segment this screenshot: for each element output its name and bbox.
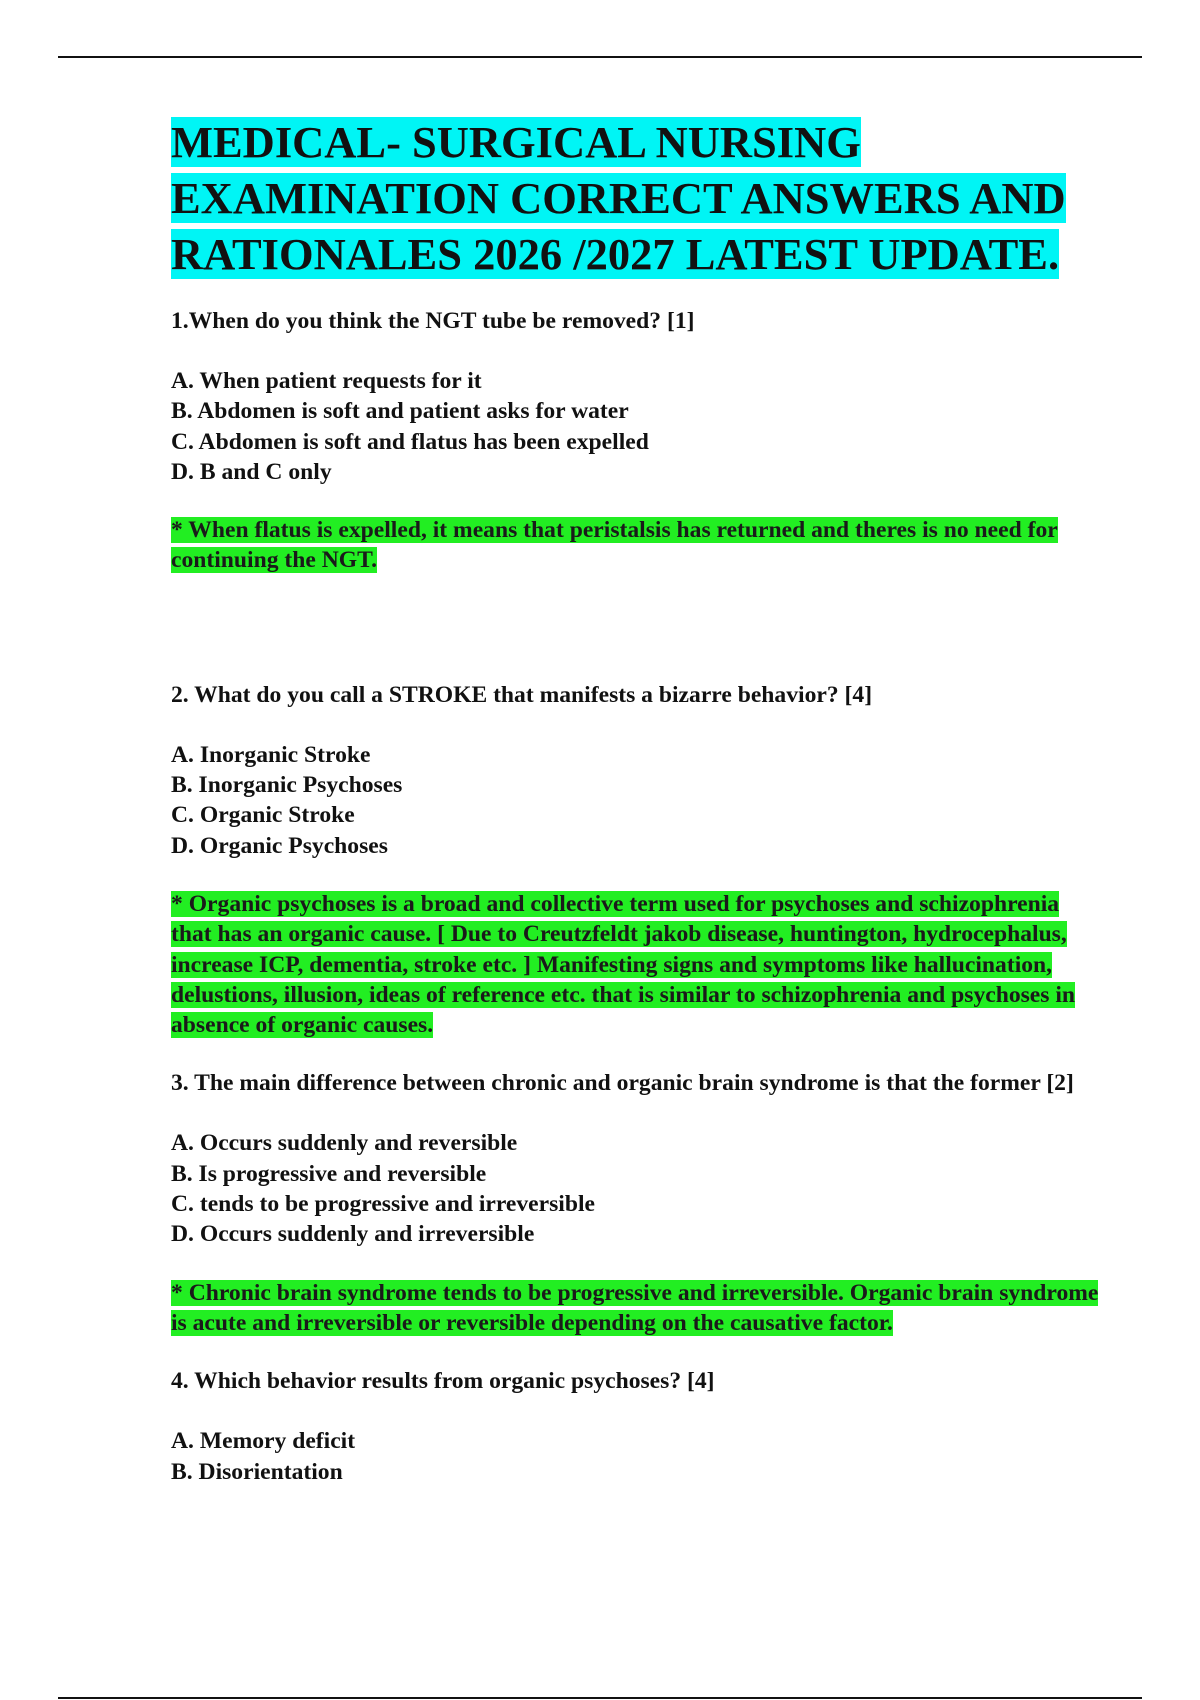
option-b: B. Inorganic Psychoses bbox=[171, 772, 403, 799]
option-list bbox=[171, 740, 1101, 861]
title-text: MEDICAL- SURGICAL NURSING EXAMINATION CORRECT ANSWERS AND RATIONALES 2026 /2027 LATEST UPDATE. bbox=[171, 117, 1066, 279]
rationale-text: * Organic psychoses is a broad and collective term used for psychoses and schizophrenia that has an organic cause. [ Due to Creutzfeldt jakob disease, huntington, hydrocephalus, increase ICP, dementia, stroke etc. ] Manifesting signs and symptoms like hallucination, delustions, illusion, ideas of reference etc. that is similar to schizophrenia and psychoses in absence of organic causes. bbox=[171, 890, 1076, 1039]
rationale bbox=[171, 1278, 1101, 1339]
option-list bbox=[171, 1128, 1101, 1249]
bottom-rule bbox=[58, 1697, 1142, 1699]
question-text: 2. What do you call a STROKE that manifests a bizarre behavior? [4] bbox=[171, 681, 873, 708]
option-list bbox=[171, 1426, 1101, 1487]
option-a: A. Inorganic Stroke bbox=[171, 741, 371, 768]
option-a: A. Occurs suddenly and reversible bbox=[171, 1130, 518, 1157]
question-block-3 bbox=[171, 1068, 1101, 1338]
option-a: A. When patient requests for it bbox=[171, 368, 482, 394]
rationale bbox=[171, 889, 1101, 1040]
question-text: 3. The main difference between chronic and organic brain syndrome is that the former [2] bbox=[171, 1070, 1074, 1097]
option-c: C. Organic Stroke bbox=[171, 802, 355, 829]
document-body bbox=[171, 114, 1101, 1487]
option-c: C. Abdomen is soft and flatus has been expelled bbox=[171, 428, 649, 455]
top-rule bbox=[58, 56, 1142, 58]
question-text: 1.When do you think the NGT tube be removed? [1] bbox=[171, 308, 695, 334]
rationale-text: * When flatus is expelled, it means that peristalsis has returned and theres is no need for continuing the NGT. bbox=[171, 517, 1058, 574]
option-d: D. Organic Psychoses bbox=[171, 832, 388, 859]
option-list bbox=[171, 366, 1101, 487]
question-text: 4. Which behavior results from organic psychoses? [4] bbox=[171, 1368, 715, 1395]
option-b: B. Abdomen is soft and patient asks for water bbox=[171, 398, 629, 425]
option-c: C. tends to be progressive and irreversible bbox=[171, 1191, 596, 1218]
question-block-4 bbox=[171, 1366, 1101, 1487]
rationale bbox=[171, 515, 1101, 576]
option-a: A. Memory deficit bbox=[171, 1428, 356, 1455]
option-d: D. Occurs suddenly and irreversible bbox=[171, 1221, 535, 1248]
option-d: D. B and C only bbox=[171, 458, 332, 485]
question-block-2 bbox=[171, 680, 1101, 1041]
rationale-text: * Chronic brain syndrome tends to be progressive and irreversible. Organic brain syndrome is acute and irreversible or reversible depending on the causative factor. bbox=[171, 1279, 1099, 1336]
question-block-1 bbox=[171, 306, 1101, 576]
option-b: B. Disorientation bbox=[171, 1458, 343, 1485]
document-title bbox=[171, 114, 1101, 282]
option-b: B. Is progressive and reversible bbox=[171, 1160, 487, 1187]
